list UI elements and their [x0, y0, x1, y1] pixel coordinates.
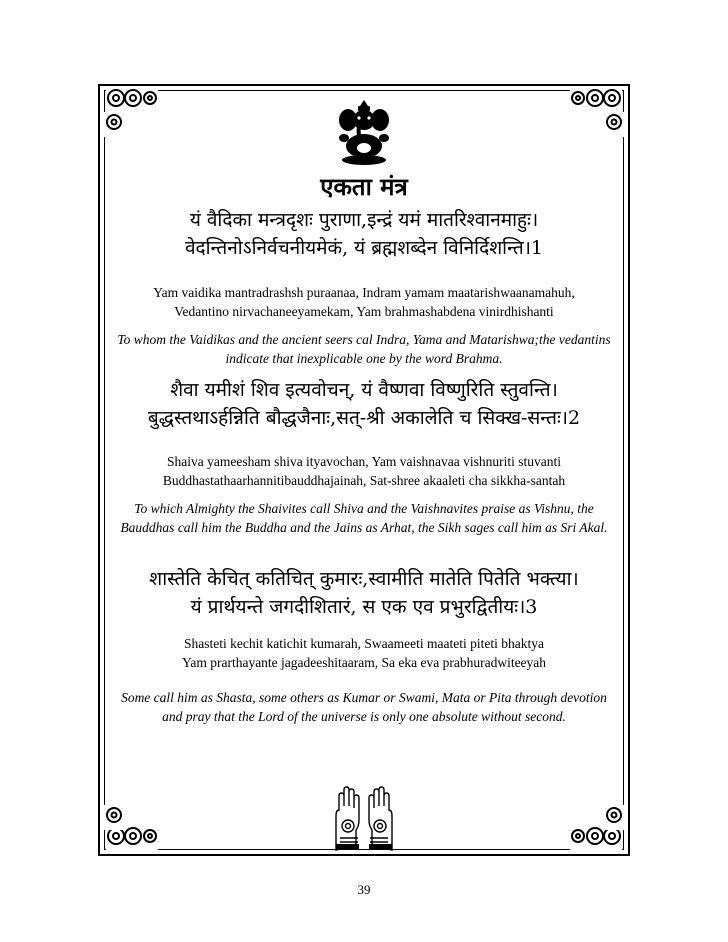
verse-2-sanskrit [108, 376, 620, 432]
side-ornament-bottom-left [104, 805, 124, 830]
corner-ornament-top-left [106, 86, 158, 114]
transliteration-line: Yam vaidika mantradrashsh puraanaa, Indram yamam maatarishwaanamahuh, [153, 285, 575, 300]
side-ornament-top-right [604, 112, 624, 137]
transliteration-line: Vedantino nirvachaneeyamekam, Yam brahmashabdena vinirdhishanti [174, 304, 554, 319]
verse-3-translation [112, 688, 616, 726]
page-title: एकता मंत्र [320, 172, 408, 201]
verse-line: शैवा यमीशं शिव इत्यवोचन्, यं वैष्णवा विष्णुरिति स्तुवन्ति। [170, 379, 558, 401]
translation-text: To whom the Vaidikas and the ancient seers cal Indra, Yama and Matarishwa;the vedantins indicate that inexplicable one by the word Brahma. [117, 332, 611, 366]
verse-line: वेदन्तिनोऽनिर्वचनीयमेकं, यं ब्रह्मशब्देन विनिर्दिशन्ति।1 [184, 237, 544, 259]
verse-2-translation [112, 499, 616, 537]
verse-1-translation [112, 330, 616, 368]
verse-line: शास्तेति केचित् कतिचित् कुमारः,स्वामीति मातेति पितेति भक्त्या। [149, 568, 579, 590]
verse-1-transliteration [112, 283, 616, 321]
side-ornament-top-left [104, 112, 124, 137]
transliteration-line: Yam prarthayante jagadeeshitaaram, Sa eka eva prabhuradwiteeyah [181, 655, 547, 670]
verse-1-sanskrit [112, 206, 616, 262]
ganesha-icon [328, 96, 400, 168]
transliteration-line: Shaiva yameesham shiva ityavochan, Yam vaishnavaa vishnuriti stuvanti [166, 454, 562, 469]
verse-2-transliteration [112, 452, 616, 490]
corner-ornament-top-right [570, 86, 622, 114]
transliteration-line: Buddhastathaarhannitibauddhajainah, Sat-shree akaaleti cha sikkha-santah [162, 473, 566, 488]
verse-line: यं प्रार्थयन्ते जगदीशितारं, स एक एव प्रभुरद्वितीयः।3 [190, 596, 538, 618]
verse-3-transliteration [112, 634, 616, 672]
verse-3-sanskrit [108, 565, 620, 621]
transliteration-line: Shasteti kechit katichit kumarah, Swaameeti maateti piteti bhaktya [184, 636, 544, 651]
mehndi-hands-icon [330, 786, 398, 852]
translation-text: To which Almighty the Shaivites call Shiva and the Vaishnavites praise as Vishnu, the Bauddhas call him the Buddha and the Jains as Arhat, the Sikh sages call him as Sri Akal. [120, 501, 608, 535]
page-number: 39 [357, 882, 371, 897]
verse-line: यं वैदिका मन्त्रदृशः पुराणा,इन्द्रं यमं मातरिश्वानमाहुः। [189, 209, 539, 231]
side-ornament-bottom-right [604, 805, 624, 830]
translation-text: Some call him as Shasta, some others as Kumar or Swami, Mata or Pita through devotion and pray that the Lord of the universe is only one absolute without second. [121, 690, 607, 724]
verse-line: बुद्धस्तथाऽर्हन्निति बौद्धजैनाः,सत्-श्री अकालेति च सिक्ख-सन्तः।2 [147, 407, 581, 429]
